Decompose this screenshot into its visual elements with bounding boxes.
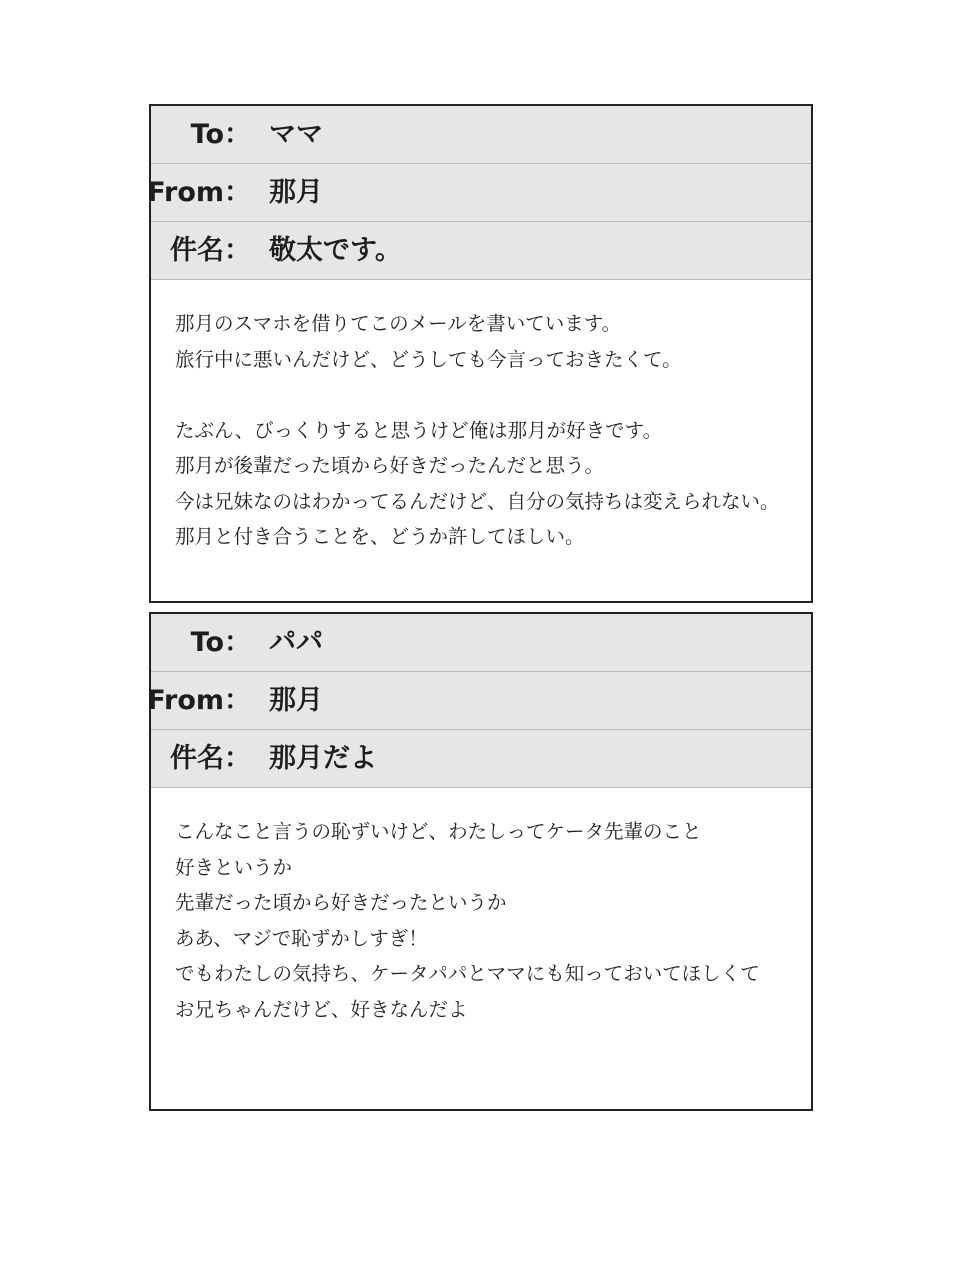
subject-value: 敬太です。 bbox=[269, 235, 402, 266]
from-label: From： bbox=[147, 177, 251, 208]
body-line: ああ、マジで恥ずかしすぎ！ bbox=[175, 926, 428, 950]
subject-label: 件名： bbox=[170, 235, 251, 266]
to-row bbox=[151, 614, 811, 672]
email-body bbox=[175, 306, 801, 555]
email-body bbox=[175, 814, 801, 1027]
from-value: 那月 bbox=[269, 685, 323, 716]
from-row bbox=[147, 672, 811, 730]
body-line: お兄ちゃんだけど、好きなんだよ bbox=[175, 997, 468, 1021]
body-line: 那月が後輩だった頃から好きだったんだと思う。 bbox=[175, 454, 605, 477]
email-card-2 bbox=[149, 612, 813, 1111]
to-label: To： bbox=[190, 627, 251, 658]
body-line: たぶん、びっくりすると思うけど俺は那月が好きです。 bbox=[175, 418, 663, 442]
subject-value: 那月だよ bbox=[269, 743, 377, 774]
body-line: 那月のスマホを借りてこのメールを書いています。 bbox=[175, 312, 622, 335]
body-line: こんなこと言うの恥ずいけど、わたしってケータ先輩のこと bbox=[175, 820, 702, 843]
body-line: 那月と付き合うことを、どうか許してほしい。 bbox=[175, 525, 585, 548]
body-line bbox=[175, 377, 801, 413]
subject-row bbox=[151, 730, 811, 788]
from-value: 那月 bbox=[269, 177, 323, 208]
subject-row bbox=[151, 222, 811, 280]
to-value: パパ bbox=[269, 627, 323, 658]
body-line: 今は兄妹なのはわかってるんだけど、自分の気持ちは変えられない。 bbox=[175, 489, 780, 513]
to-label: To： bbox=[190, 119, 251, 150]
body-line: 先輩だった頃から好きだったというか bbox=[175, 891, 507, 914]
email-card-1 bbox=[149, 104, 813, 603]
body-line: 好きというか bbox=[175, 855, 293, 879]
to-value: ママ bbox=[269, 119, 323, 150]
from-label: From： bbox=[147, 685, 251, 716]
body-line: 旅行中に悪いんだけど、どうしても今言っておきたくて。 bbox=[175, 347, 682, 371]
to-row bbox=[151, 106, 811, 164]
from-row bbox=[147, 164, 811, 222]
body-line: でもわたしの気持ち、ケータパパとママにも知っておいてほしくて bbox=[175, 962, 760, 985]
subject-label: 件名： bbox=[170, 743, 251, 774]
